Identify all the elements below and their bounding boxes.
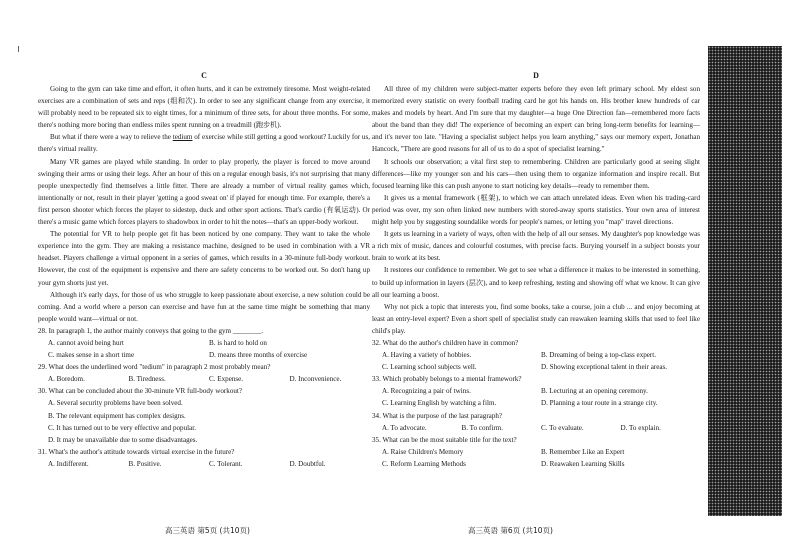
- underlined-word: tedium: [172, 133, 193, 142]
- question-33: [372, 373, 700, 409]
- question-stem: 34. What is the purpose of the last paragraph?: [372, 411, 503, 420]
- option-b: B. Remember Like an Expert: [541, 447, 625, 456]
- option-b: B. Lecturing at an opening ceremony.: [541, 387, 648, 396]
- option-a: A. Raise Children's Memory: [382, 447, 464, 456]
- question-30: [38, 385, 370, 445]
- option-a: A. Recognizing a pair of twins.: [382, 387, 471, 396]
- passage-d-paragraph-3: It gives us a mental framework (框架), to which we can attach unrelated ideas. Even when his trading-card period was over, my son often linked new numbers with stored-away sports statistics. Your own area of interest might help you by suggesting soundalike words for people's names, or letting you "map" travel directions.: [372, 193, 700, 227]
- option-a: A. Having a variety of hobbies.: [382, 351, 472, 360]
- passage-c-paragraph-1: Going to the gym can take time and effort, it often hurts, and it can be extremely tiresome. Most weight-related exercises are a combination of sets and reps (组和次). In order to see any significant change from any exercise, it will probably need to be repeated six to eight times, for a minimum of three sets, for about three months. For some, there's nothing more boring than endless miles spent running on a treadmill (跑步机).: [38, 85, 370, 130]
- passage-d-paragraph-6: Why not pick a topic that interests you, find some books, take a course, join a club ... and enjoy becoming at least an entry-level expert? Even a short spell of specialist study can reawaken learning skills that used to feel like child's play.: [372, 302, 700, 335]
- option-c: C. To evaluate.: [541, 423, 584, 432]
- option-d: D. means three months of exercise: [209, 351, 308, 360]
- passage-d-paragraph-2: It schools our observation; a vital first step to remembering. Children are particularly good at seeing slight differences—like my younger son and his cars—then using them to organize information and inspire recall. But focused learning like this can push anyone to start noticing key details—ready to remember them.: [372, 157, 700, 190]
- option-d: D. Inconvenience.: [289, 375, 342, 384]
- question-35: [372, 434, 700, 470]
- question-31: [38, 446, 370, 470]
- option-b: B. Tiredness.: [128, 375, 166, 384]
- margin-tick: [18, 46, 19, 52]
- option-c: C. It has turned out to be very effective and popular.: [48, 423, 197, 432]
- passage-d-paragraph-4: It gets us learning in a variety of ways, often with the help of all our senses. My daughter's pop knowledge was a rich mix of music, dances and colourful costumes, with precise facts. Burying yourself in a subject boosts your brain to work at its best.: [372, 230, 700, 263]
- question-stem: 33. Which probably belongs to a mental framework?: [372, 375, 522, 384]
- page-footer-right: 高三英语 第6页 (共10页): [468, 526, 553, 535]
- passage-c-paragraph-4: The potential for VR to help people get fit has been noticed by one company. They want to take the whole experience into the gym. They are making a resistance machine, designed to be used in combination with a VR headset. Players challenge a virtual opponent in a series of games, which results in a 30-minute full-body workout. However, the cost of the equipment is expensive and there are safety concerns to be worked out. So don't hang up your gym shorts just yet.: [38, 230, 370, 287]
- option-d: D. It may be unavailable due to some disadvantages.: [48, 435, 198, 444]
- question-29: [38, 361, 370, 385]
- option-b: B. Dreaming of being a top-class expert.: [541, 351, 657, 360]
- passage-c-paragraph-5: Although it's early days, for those of us who struggle to keep passionate about exercise, a new solution could be coming. And a world where a person can exercise and have fun at the same time might be something that many people would want—virtual or not.: [38, 290, 370, 323]
- option-b: B. is hard to hold on: [209, 338, 267, 347]
- question-stem: 29. What does the underlined word "tedium" in paragraph 2 most probably mean?: [38, 363, 271, 372]
- option-b: B. To confirm.: [461, 423, 504, 432]
- question-stem: 30. What can be concluded about the 30-minute VR full-body workout?: [38, 387, 243, 396]
- question-stem: 32. What do the author's children have in common?: [372, 338, 519, 347]
- option-d: D. Planning a tour route in a strange city.: [541, 399, 658, 408]
- passage-d-paragraph-1: All three of my children were subject-matter experts before they even left primary school. My eldest son memorized every statistic on every football trading card he got his hands on. His brother knew hundreds of car makes and models by heart. And I'm sure that my daughter—a huge One Direction fan—remembered more facts about the band than they did! The experience of becoming an expert can bring long-term benefits for learning—and it's never too late. "Having a specialist subject helps you learn anything," says our memory expert, Jonathan Hancock, "There are good reasons for all of us to do a spot of specialist learning.": [372, 85, 700, 154]
- answer-sheet-strip: [708, 46, 782, 516]
- question-32: [372, 337, 700, 373]
- passage-d-paragraph-5: It restores our confidence to remember. We get to see what a difference it makes to be interested in something, to build up information in layers (层次), and to keep refreshing, testing and showing off what we know. It can give all our learning a boost.: [372, 266, 700, 299]
- passage-c-paragraph-2: But what if there were a way to relieve the tedium of exercise while still getting a good workout? Luckily for us, there's virtual reality.: [38, 133, 371, 154]
- option-d: D. Doubtful.: [289, 459, 326, 468]
- option-b: B. Positive.: [128, 459, 162, 468]
- section-letter-d: D: [533, 71, 539, 80]
- question-stem: 31. What's the author's attitude towards virtual exercise in the future?: [38, 447, 235, 456]
- question-28: [38, 325, 370, 361]
- option-c: C. Learning English by watching a film.: [382, 399, 497, 408]
- section-letter-c: C: [201, 71, 207, 80]
- page-footer-left: 高三英语 第5页 (共10页): [165, 526, 250, 535]
- option-d: D. To explain.: [620, 423, 661, 432]
- option-a: A. Indifferent.: [48, 459, 89, 468]
- option-a: A. To advocate.: [382, 423, 427, 432]
- question-stem: 35. What can be the most suitable title for the text?: [372, 435, 517, 444]
- option-c: C. Tolerant.: [209, 459, 243, 468]
- option-c: C. Expense.: [209, 375, 244, 384]
- question-34: [372, 410, 700, 434]
- passage-c-column: [38, 70, 370, 470]
- option-d: D. Reawaken Learning Skills: [541, 459, 625, 468]
- question-stem: 28. In paragraph 1, the author mainly conveys that going to the gym ________.: [38, 326, 263, 335]
- passage-d-column: [372, 70, 700, 470]
- option-c: C. Reform Learning Methods: [382, 459, 466, 468]
- passage-c-paragraph-3: Many VR games are played while standing. In order to play properly, the player is forced to move around swinging their arms or using their legs. After an hour of this on a regular enough basis, it's not surprising that many people unexpectedly find themselves a little fitter. There are already a number of virtual reality games which, intentionally or not, result in their player 'getting a good sweat on' if played for enough time. For example, there's a first person shooter which forces the player to sidestep, duck and other sport actions. That's cardio (有氧运动). Or there's a music game which forces players to shadowbox in order to hit the notes—that's an upper-body workout.: [38, 157, 370, 227]
- option-c: C. makes sense in a short time: [48, 351, 135, 360]
- option-a: A. cannot avoid being hurt: [48, 338, 124, 347]
- option-b: B. The relevant equipment has complex designs.: [48, 411, 186, 420]
- option-d: D. Showing exceptional talent in their areas.: [541, 363, 668, 372]
- option-a: A. Boredom.: [48, 375, 85, 384]
- option-a: A. Several security problems have been solved.: [48, 399, 183, 408]
- option-c: C. Learning school subjects well.: [382, 363, 477, 372]
